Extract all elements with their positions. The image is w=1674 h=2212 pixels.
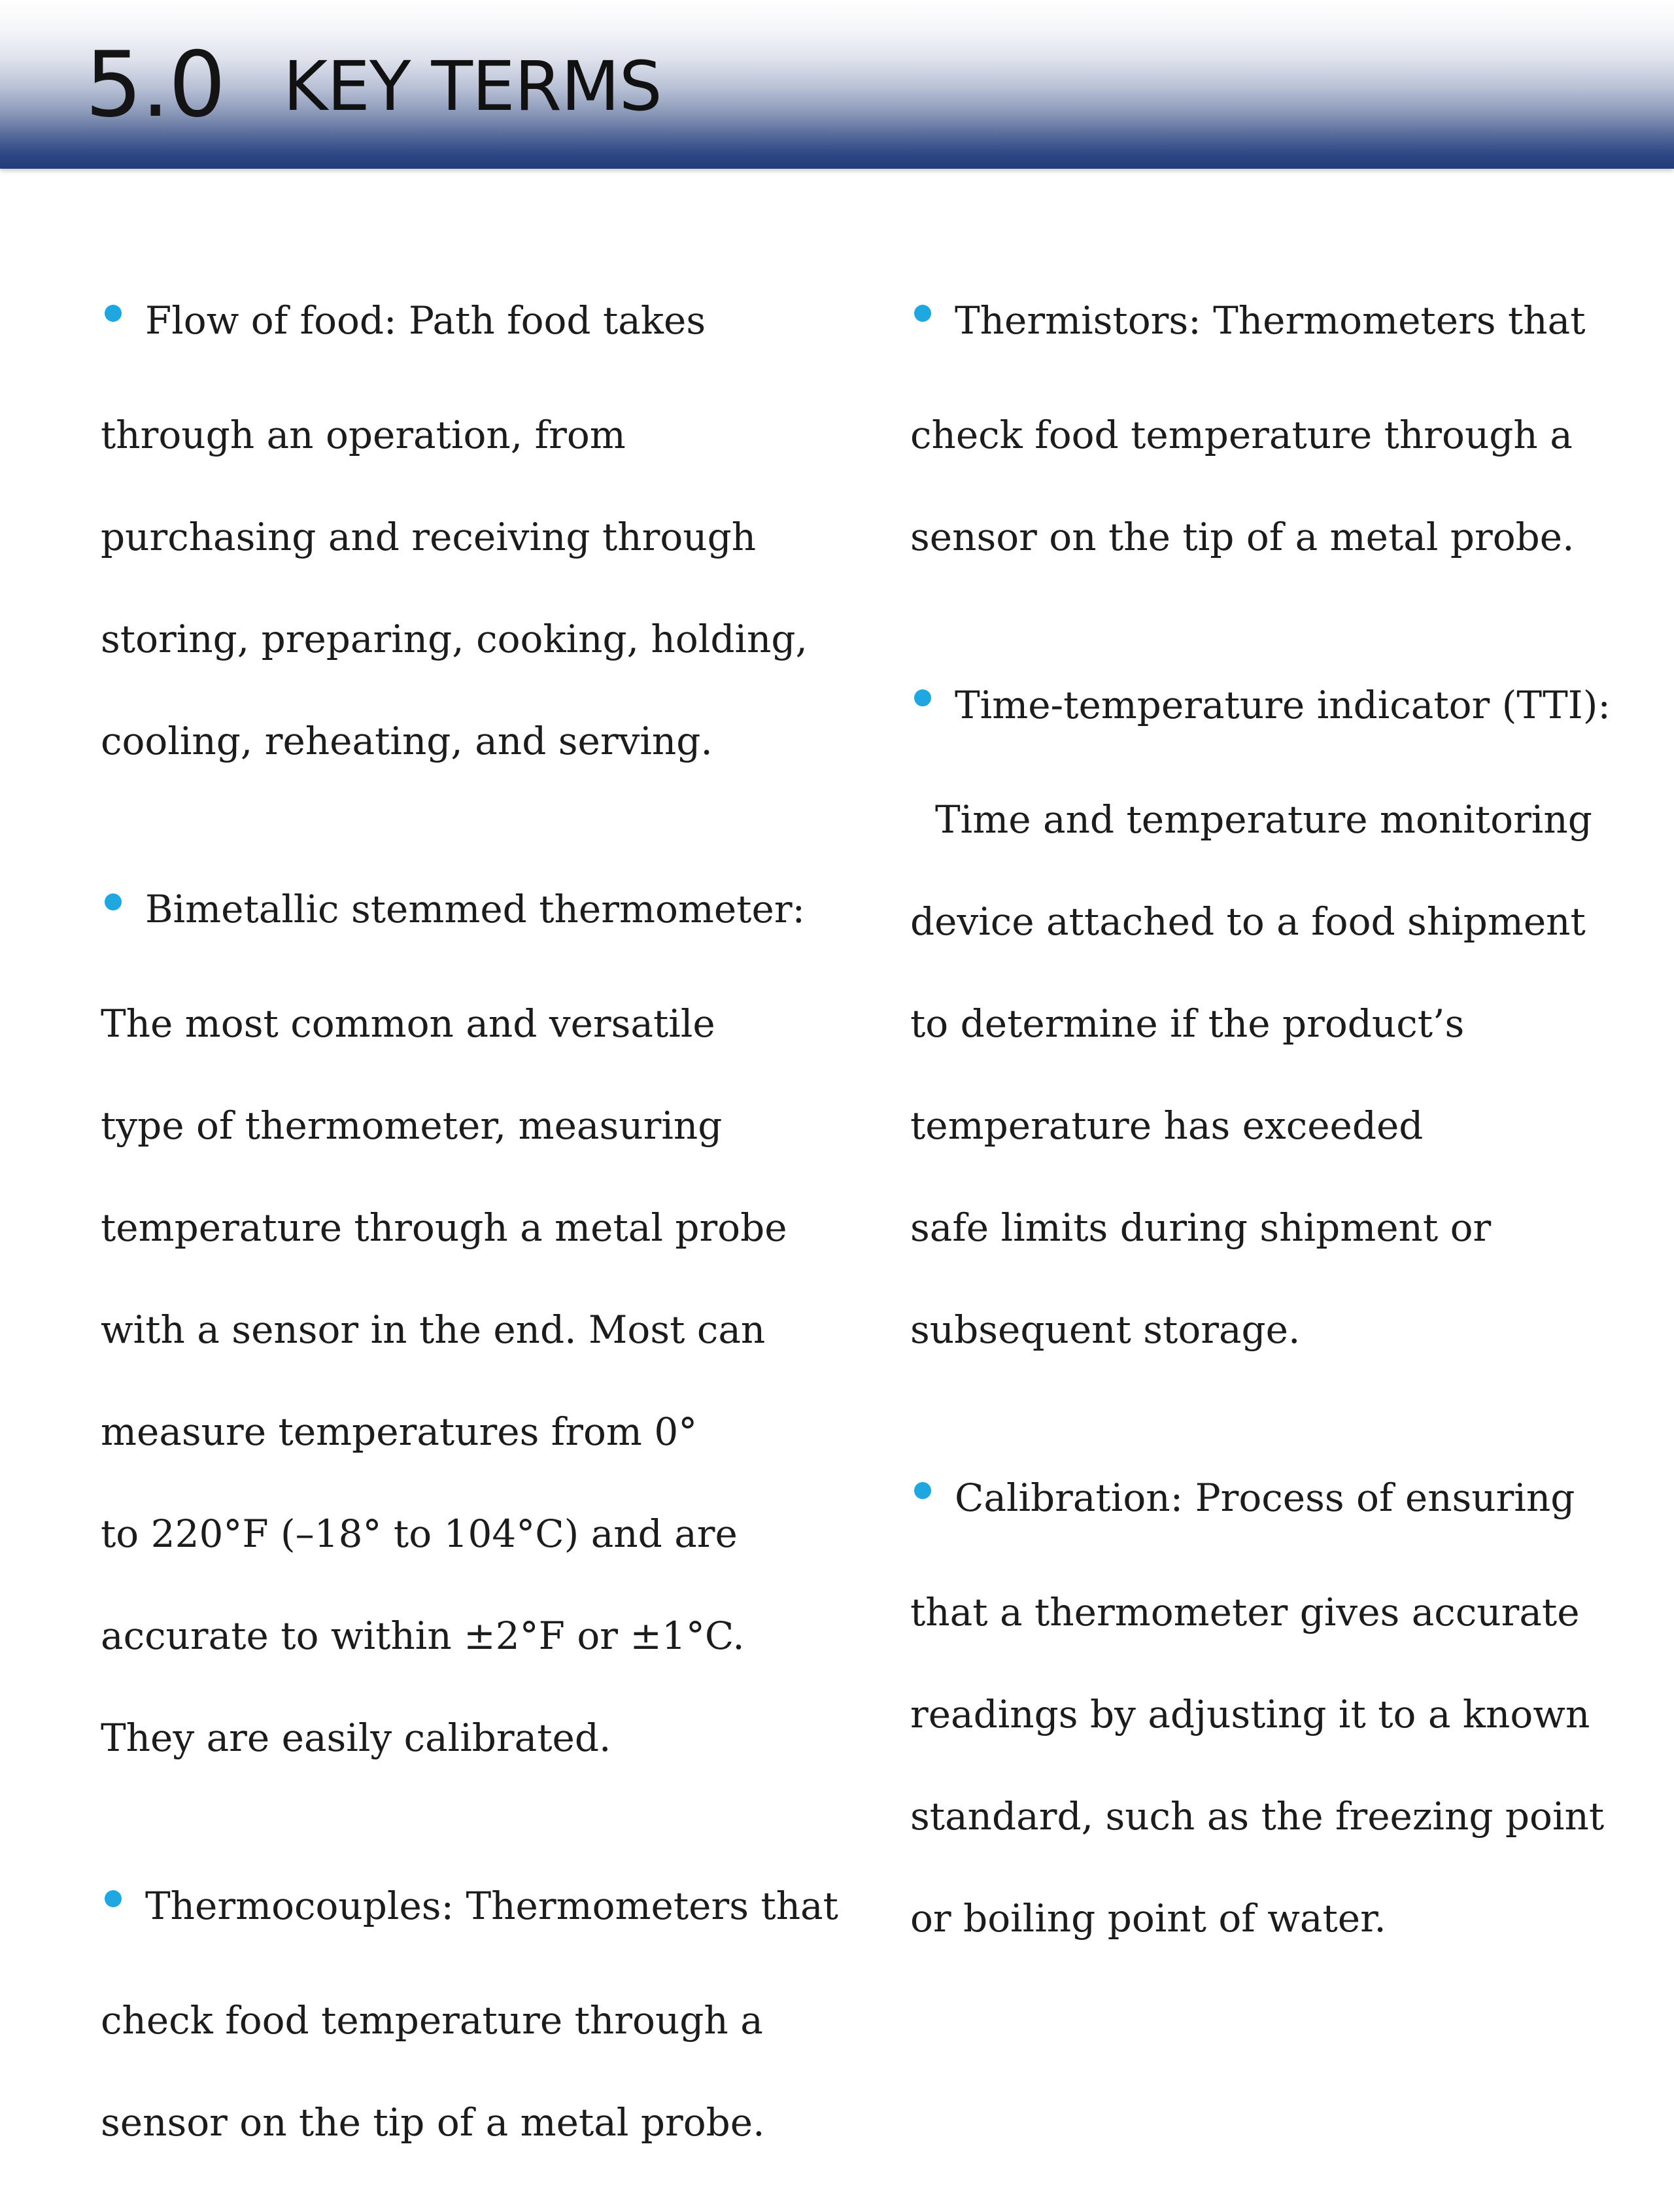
- page-title: KEY TERMS: [283, 46, 662, 126]
- term-heading-text: Thermistors: Thermometers that: [955, 298, 1586, 343]
- term-heading-text: Flow of food: Path food takes: [145, 298, 706, 343]
- definition-line: with a sensor in the end. Most can: [101, 1307, 766, 1352]
- term-heading: [101, 882, 905, 947]
- definition-line: storing, preparing, cooking, holding,: [101, 617, 808, 661]
- section-number: 5.0: [85, 32, 225, 137]
- definition-line: sensor on the tip of a metal probe.: [101, 2100, 765, 2145]
- definition-line: temperature has exceeded: [910, 1103, 1424, 1148]
- bullet-icon: [105, 305, 122, 322]
- definition-line: check food temperature through a: [910, 413, 1573, 457]
- term-heading: [910, 678, 1662, 743]
- term-heading: [101, 293, 905, 358]
- left-column: [101, 242, 905, 2212]
- definition-line: standard, such as the freezing point: [910, 1794, 1605, 1839]
- definition-line: accurate to within ±2°F or ±1°C.: [101, 1614, 745, 1658]
- term-heading-text: Bimetallic stemmed thermometer:: [145, 887, 806, 931]
- definition-line: or boiling point of water.: [910, 1896, 1386, 1941]
- definition-line: type of thermometer, measuring: [101, 1103, 723, 1148]
- right-column: [910, 242, 1662, 2008]
- definition-line: temperature through a metal probe: [101, 1205, 787, 1250]
- definition-line: to 220°F (–18° to 104°C) and are: [101, 1512, 738, 1556]
- definition-line: to determine if the product’s: [910, 1001, 1465, 1046]
- definition-line: through an operation, from: [101, 413, 626, 457]
- bullet-icon: [914, 305, 931, 322]
- definition-line: check food temperature through a: [101, 1998, 763, 2043]
- definition-line: sensor on the tip of a metal probe.: [910, 515, 1575, 559]
- term-heading-text: Time-temperature indicator (TTI):: [955, 683, 1611, 727]
- term-heading-text: Calibration: Process of ensuring: [955, 1476, 1575, 1520]
- header-band: [0, 0, 1674, 169]
- bullet-icon: [914, 1482, 931, 1499]
- definition-line: measure temperatures from 0°: [101, 1409, 698, 1454]
- definition-line: cooling, reheating, and serving.: [101, 719, 713, 763]
- definition-line: readings by adjusting it to a known: [910, 1692, 1590, 1737]
- definition-line: purchasing and receiving through: [101, 515, 757, 559]
- bullet-icon: [105, 1890, 122, 1907]
- term-thermocouples: [101, 1827, 905, 2199]
- term-thermistors: [910, 242, 1662, 613]
- bullet-icon: [105, 893, 122, 910]
- term-heading: [910, 293, 1662, 358]
- term-heading: [910, 1470, 1662, 1536]
- bullet-icon: [914, 689, 931, 706]
- definition-line: The most common and versatile: [101, 1001, 715, 1046]
- term-bimetallic-stemmed-thermometer: [101, 831, 905, 1814]
- definition-line: safe limits during shipment or: [910, 1205, 1492, 1250]
- definition-line: Time and temperature monitoring: [935, 797, 1592, 842]
- term-heading: [101, 1878, 905, 1944]
- term-calibration: [910, 1419, 1662, 1995]
- definition-line: They are easily calibrated.: [101, 1716, 611, 1760]
- term-heading-text: Thermocouples: Thermometers that: [145, 1884, 838, 1928]
- definition-line: device attached to a food shipment: [910, 899, 1586, 944]
- definition-line: that a thermometer gives accurate: [910, 1590, 1580, 1634]
- term-time-temperature-indicator: [910, 627, 1662, 1406]
- term-flow-of-food: [101, 242, 905, 818]
- definition-line: subsequent storage.: [910, 1307, 1301, 1352]
